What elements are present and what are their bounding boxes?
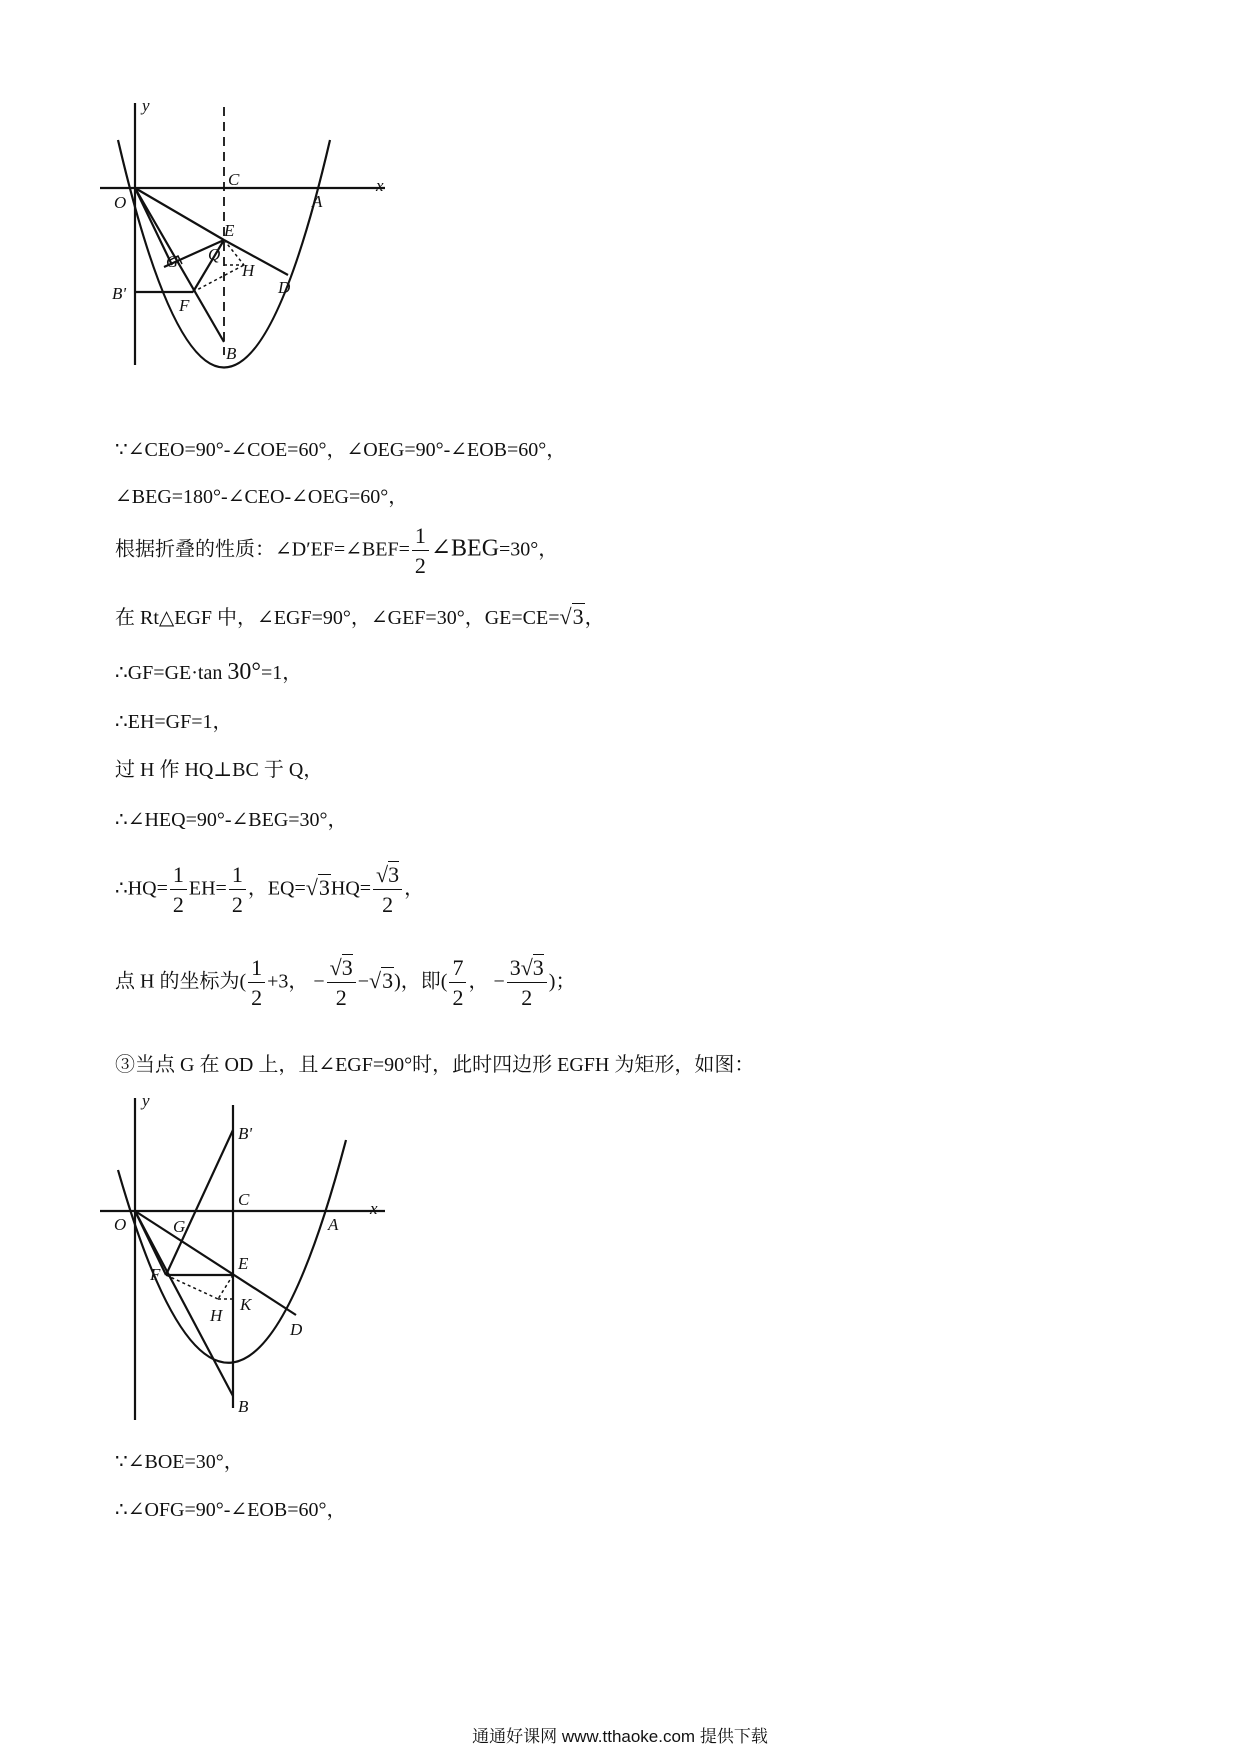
- sqrt-3: √3: [559, 604, 584, 629]
- label-O: O: [114, 193, 127, 212]
- label-C: C: [228, 170, 240, 189]
- line-8: ∴∠HEQ=90°-∠BEG=30°，: [115, 809, 348, 831]
- line-5: ∴GF=GE·tan 30°=1，: [115, 659, 303, 685]
- label-F: F: [179, 296, 190, 315]
- label-H: H: [210, 1306, 223, 1325]
- label-O: O: [114, 1215, 127, 1234]
- figure-1: [100, 95, 440, 415]
- segment-FH: [166, 1275, 218, 1299]
- page-footer: 通通好课网 www.tthaoke.com 提供下载: [472, 1727, 768, 1746]
- fraction-sqrt3-over-2: $\frac{√3}{2}$: [373, 862, 402, 918]
- label-A: A: [328, 1215, 339, 1234]
- line-3: 根据折叠的性质：∠D′EF=∠BEF= $\frac{1}{2}$ ∠BEG=30°，: [115, 523, 559, 578]
- line-12: ∵∠BOE=30°，: [115, 1451, 244, 1473]
- fraction-eh: $\frac{1}{2}$: [229, 862, 246, 918]
- line-2: ∠BEG=180°-∠CEO-∠OEG=60°，: [115, 486, 409, 508]
- figure-2: [100, 1090, 440, 1430]
- fraction-hq: $\frac{1}{2}$: [170, 862, 187, 918]
- segment-OB: [135, 188, 224, 342]
- label-B: B: [238, 1397, 249, 1416]
- label-A: A: [312, 192, 323, 211]
- figure-2-svg: [100, 1090, 440, 1430]
- fraction-sqrt3-over-2: $\frac{√3}{2}$: [327, 955, 356, 1011]
- figure-1-svg: [100, 95, 440, 415]
- label-E: E: [224, 221, 235, 240]
- label-K: K: [240, 1295, 252, 1314]
- fraction-seven-halves: $\frac{7}{2}$: [449, 955, 466, 1011]
- segment-EH: [218, 1275, 233, 1299]
- label-G: G: [173, 1217, 186, 1236]
- fraction-one-half: $\frac{1}{2}$: [412, 523, 429, 579]
- line-6: ∴EH=GF=1，: [115, 711, 233, 733]
- segment-EH: [224, 240, 244, 265]
- label-y: y: [142, 96, 150, 115]
- line-11: ③当点 G 在 OD 上，且∠EGF=90°时，此时四边形 EGFH 为矩形，如图：: [115, 1054, 755, 1076]
- fraction-3sqrt3-over-2: $\frac{3√3}{2}$: [507, 955, 547, 1011]
- line-10: 点 H 的坐标为( $\frac{1}{2}$ +3， − $\frac{√3}{2}$ −√3)，即( $\frac{7}{2}$ ， − $\frac{3√3}{2}$ )；: [115, 955, 576, 1010]
- fraction-half: $\frac{1}{2}$: [248, 955, 265, 1011]
- label-Q: Q: [208, 245, 221, 264]
- line-7: 过 H 作 HQ⊥BC 于 Q，: [115, 759, 324, 781]
- segment-ED: [224, 240, 288, 275]
- line-9: ∴HQ= $\frac{1}{2}$ EH= $\frac{1}{2}$ ，EQ=√3HQ= $\frac{√3}{2}$ ，: [115, 862, 425, 917]
- line-4: 在 Rt△EGF 中，∠EGF=90°，∠GEF=30°，GE=CE=√3，: [115, 604, 605, 629]
- label-D: D: [290, 1320, 303, 1339]
- label-x: x: [370, 1199, 378, 1218]
- label-B-prime: B': [238, 1124, 253, 1143]
- line-13: ∴∠OFG=90°-∠EOB=60°，: [115, 1499, 347, 1521]
- label-y: y: [142, 1091, 150, 1110]
- label-C: C: [238, 1190, 250, 1209]
- sqrt-3: √3: [369, 967, 394, 993]
- label-G: G: [166, 252, 179, 271]
- label-E: E: [238, 1254, 249, 1273]
- label-x: x: [376, 176, 384, 195]
- label-B-prime: B': [112, 284, 127, 303]
- segment-OB: [135, 1211, 233, 1396]
- label-H: H: [242, 261, 255, 280]
- label-D: D: [278, 278, 291, 297]
- label-F: F: [150, 1265, 161, 1284]
- line-1: ∵∠CEO=90°-∠COE=60°，∠OEG=90°-∠EOB=60°，: [115, 439, 567, 461]
- label-B: B: [226, 344, 237, 363]
- sqrt-3: √3: [305, 874, 330, 900]
